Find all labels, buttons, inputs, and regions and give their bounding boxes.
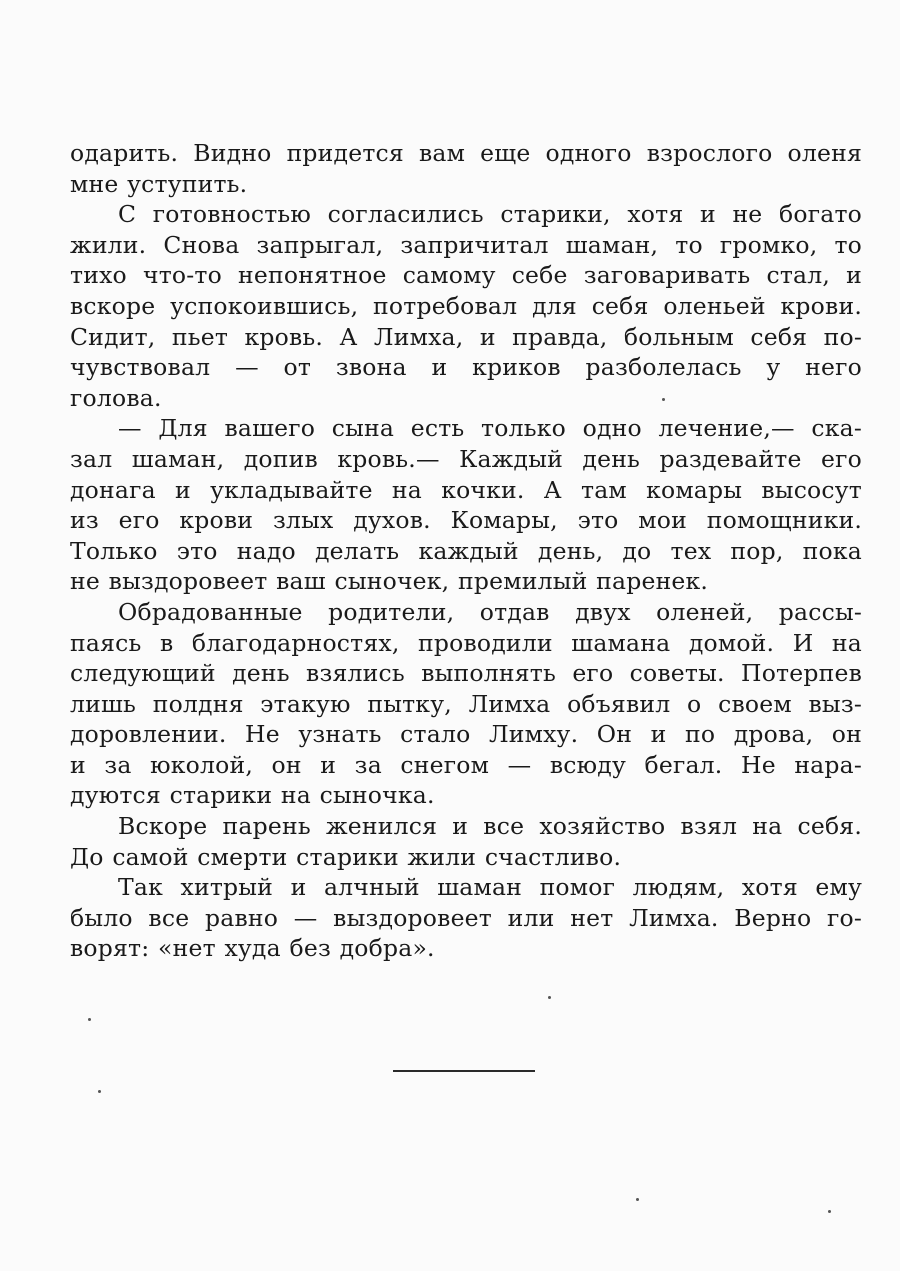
- text-line: паясь в благодарностях, проводили шамана домой. И на: [70, 628, 862, 657]
- paragraph-3: [70, 413, 862, 597]
- text-line: чувствовал — от звона и криков разболелась у него: [70, 353, 862, 382]
- text-line: До самой смерти старики жили счастливо.: [70, 842, 622, 871]
- text-line: жили. Снова запрыгал, запричитал шаман, то громко, то: [70, 230, 862, 259]
- text-line: Только это надо делать каждый день, до тех пор, пока: [70, 536, 862, 565]
- text-line: Вскоре парень женился и все хозяйство взял на себя.: [118, 812, 862, 841]
- text-line: доровлении. Не узнать стало Лимху. Он и по дрова, он: [70, 720, 862, 749]
- text-line: зал шаман, допив кровь.— Каждый день раздевайте его: [70, 444, 862, 473]
- text-line: Обрадованные родители, отдав двух оленей, рассы-: [118, 597, 862, 626]
- text-line: следующий день взялись выполнять его советы. Потерпев: [70, 659, 862, 688]
- print-speck: [98, 1090, 101, 1093]
- text-line: донага и укладывайте на кочки. А там комары высосут: [70, 475, 862, 504]
- text-line: одарить. Видно придется вам еще одного взрослого оленя: [70, 139, 862, 167]
- text-line: Сидит, пьет кровь. А Лимха, и правда, больным себя по-: [70, 322, 862, 351]
- text-line: Так хитрый и алчный шаман помог людям, хотя ему: [118, 873, 862, 902]
- print-speck: [636, 1198, 639, 1201]
- text-line: тихо что-то непонятное самому себе заговаривать стал, и: [70, 261, 862, 290]
- text-line: и за юколой, он и за снегом — всюду бегал. Не нара-: [70, 750, 862, 779]
- paragraph-1: [70, 138, 862, 199]
- print-speck: [548, 996, 551, 999]
- text-line: голова.: [70, 383, 162, 412]
- text-line: лишь полдня этакую пытку, Лимха объявил о своем выз-: [70, 689, 862, 718]
- print-speck: [828, 1210, 831, 1213]
- text-line: мне уступить.: [70, 169, 248, 198]
- print-speck: [662, 398, 665, 401]
- print-speck: [88, 1018, 91, 1021]
- text-line: из его крови злых духов. Комары, это мои помощники.: [70, 506, 862, 535]
- text-line: ворят: «нет худа без добра».: [70, 934, 435, 963]
- text-line: С готовностью согласились старики, хотя и не богато: [118, 200, 862, 229]
- end-of-story-rule: [393, 1070, 535, 1072]
- text-line: было все равно — выздоровеет или нет Лимха. Верно го-: [70, 903, 862, 932]
- paragraph-5: [70, 811, 862, 872]
- text-line: не выздоровеет ваш сыночек, премилый паренек.: [70, 567, 709, 596]
- text-line: дуются старики на сыночка.: [70, 781, 435, 810]
- text-line: — Для вашего сына есть только одно лечение,— ска-: [118, 414, 862, 443]
- paragraph-2: [70, 199, 862, 413]
- text-line: вскоре успокоившись, потребовал для себя оленьей крови.: [70, 291, 862, 320]
- paragraph-6: [70, 872, 862, 964]
- paragraph-4: [70, 597, 862, 811]
- book-page-text: [70, 138, 862, 964]
